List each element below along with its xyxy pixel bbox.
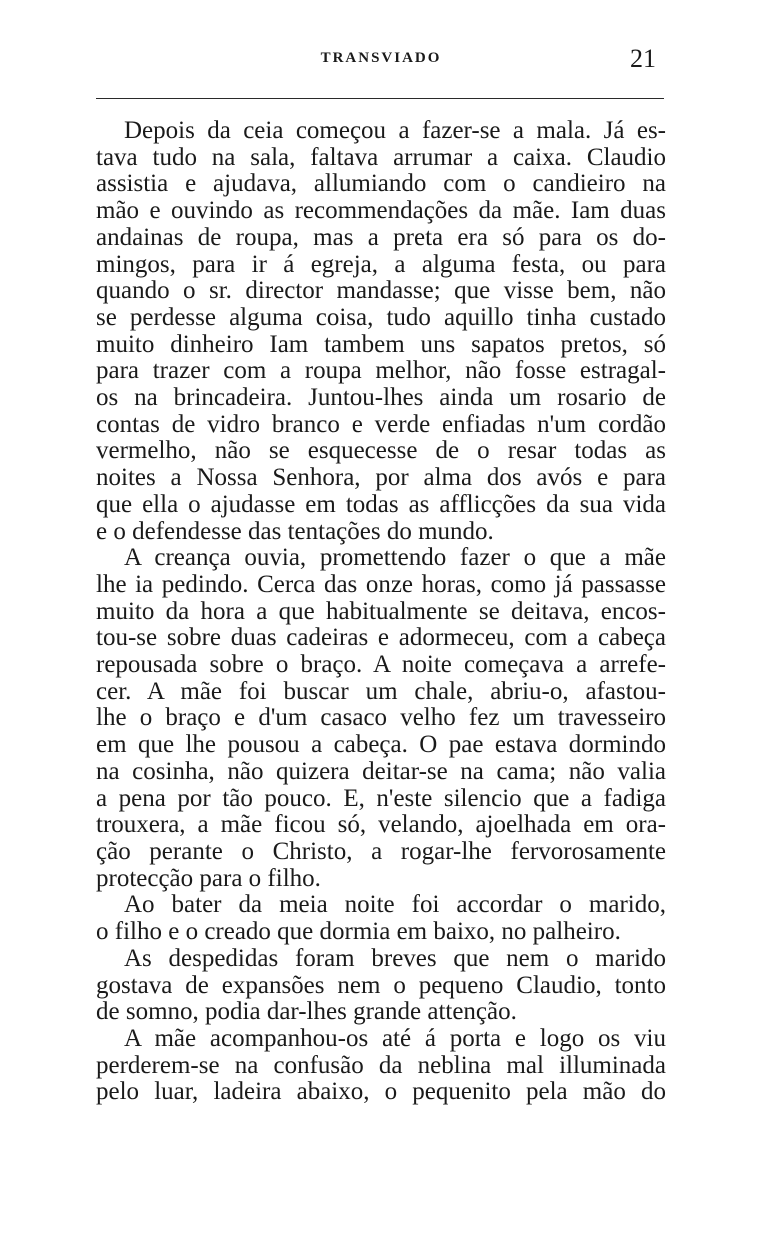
- text-line: quando o sr. director mandasse; que visse bem, não: [96, 277, 666, 305]
- text-line: noites a Nossa Senhora, por alma dos avós e para: [96, 464, 666, 492]
- page-number: 21: [630, 44, 656, 73]
- text-line: em que lhe pousou a cabeça. O pae estava dormindo: [96, 731, 666, 759]
- text-line: lhe o braço e d'um casaco velho fez um travesseiro: [96, 704, 666, 732]
- running-title: TRANSVIADO: [320, 50, 442, 66]
- text-line: A mãe acompanhou-os até á porta e logo os viu: [124, 1024, 666, 1052]
- text-line: andainas de roupa, mas a preta era só para os do-: [96, 223, 666, 251]
- text-line: o filho e o creado que dormia em baixo, no palheiro.: [96, 918, 621, 946]
- text-line: lhe ia pedindo. Cerca das onze horas, como já passasse: [96, 570, 666, 598]
- text-line: para trazer com a roupa melhor, não fosse estragal-: [96, 357, 666, 385]
- text-line: protecção para o filho.: [96, 864, 321, 892]
- text-line: contas de vidro branco e verde enfiadas n'um cordão: [96, 410, 666, 438]
- text-line: A creança ouvia, promettendo fazer o que a mãe: [124, 544, 666, 572]
- text-line: de somno, podia dar-lhes grande attenção.: [96, 998, 517, 1026]
- text-line: ção perante o Christo, a rogar-lhe fervorosamente: [96, 837, 666, 865]
- text-line: mão e ouvindo as recommendações da mãe. Iam duas: [96, 197, 666, 225]
- text-line: na cosinha, não quizera deitar-se na cama; não valia: [96, 757, 666, 785]
- text-line: As despedidas foram breves que nem o marido: [124, 944, 666, 972]
- text-line: tou-se sobre duas cadeiras e adormeceu, com a cabeça: [96, 624, 666, 652]
- text-line: cer. A mãe foi buscar um chale, abriu-o, afastou-: [96, 677, 666, 705]
- text-line: Depois da ceia começou a fazer-se a mala. Já es-: [124, 117, 666, 144]
- text-line: gostava de expansões nem o pequeno Claudio, tonto: [96, 971, 666, 999]
- text-line: pelo luar, ladeira abaixo, o pequenito pela mão do: [96, 1078, 666, 1106]
- running-head: [96, 44, 666, 78]
- text-line: repousada sobre o braço. A noite começava a arrefe-: [96, 651, 666, 679]
- body-text: [96, 118, 666, 1106]
- text-line: os na brincadeira. Juntou-lhes ainda um rosario de: [96, 384, 666, 412]
- text-line: e o defendesse das tentações do mundo.: [96, 517, 494, 545]
- text-line: assistia e ajudava, allumiando com o candieiro na: [96, 170, 666, 198]
- text-line: muito da hora a que habitualmente se deitava, encos-: [96, 597, 666, 625]
- text-line: muito dinheiro Iam tambem uns sapatos pretos, só: [96, 330, 666, 358]
- header-rule: [96, 98, 664, 99]
- text-line: vermelho, não se esquecesse de o resar todas as: [96, 437, 666, 465]
- text-line: a pena por tão pouco. E, n'este silencio que a fadiga: [96, 784, 666, 812]
- text-line: Ao bater da meia noite foi accordar o marido,: [124, 891, 666, 919]
- text-line: perderem-se na confusão da neblina mal illuminada: [96, 1051, 666, 1079]
- text-line: que ella o ajudasse em todas as afflicções da sua vida: [96, 490, 666, 518]
- text-line: se perdesse alguma coisa, tudo aquillo tinha custado: [96, 303, 666, 331]
- text-line: tava tudo na sala, faltava arrumar a caixa. Claudio: [96, 143, 666, 171]
- text-line: mingos, para ir á egreja, a alguma festa, ou para: [96, 250, 666, 278]
- text-line: trouxera, a mãe ficou só, velando, ajoelhada em ora-: [96, 811, 666, 839]
